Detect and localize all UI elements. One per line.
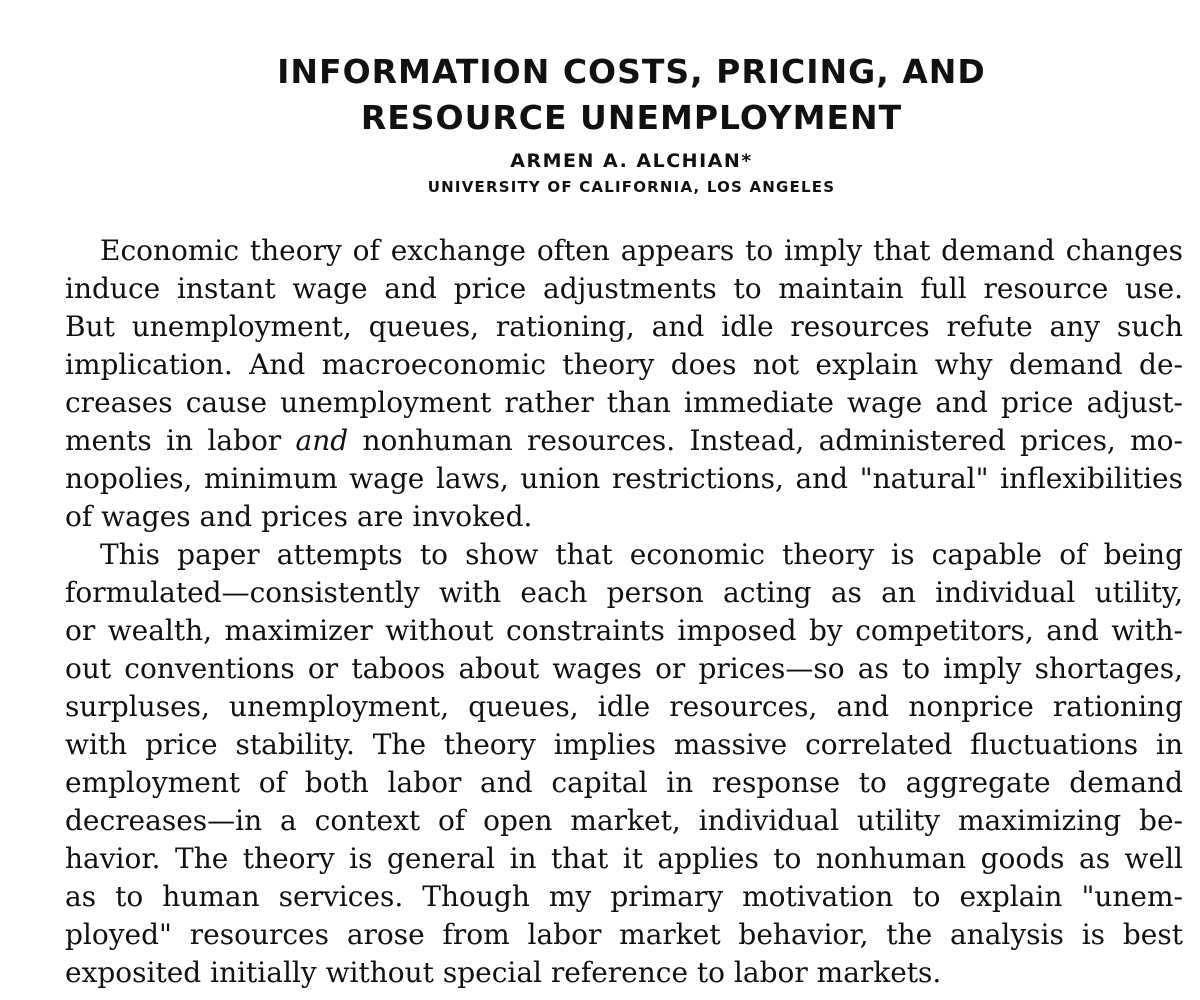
body-line: out conventions or taboos about wages or prices—so as to imply shortages, — [65, 652, 1183, 685]
body-line: employment of both labor and capital in response to aggregate demand — [65, 766, 1183, 799]
body-line: as to human services. Though my primary motivation to explain "unem- — [65, 880, 1183, 913]
body-line: nopolies, minimum wage laws, union restrictions, and "natural" inflexibilities — [65, 462, 1183, 495]
body-line: decreases—in a context of open market, individual utility maximizing be- — [65, 804, 1183, 837]
author-affiliation: UNIVERSITY OF CALIFORNIA, LOS ANGELES — [427, 178, 836, 196]
body-line-with-emphasis — [30, 422, 1183, 460]
paper-title-line-1: INFORMATION COSTS, PRICING, AND — [277, 52, 986, 91]
paragraph-1 — [65, 232, 1183, 536]
body-line: Economic theory of exchange often appears to imply that demand changes — [100, 234, 1183, 267]
body-line: of wages and prices are invoked. — [65, 500, 533, 533]
body-line: with price stability. The theory implies massive correlated fluctuations in — [65, 728, 1183, 761]
body-line: But unemployment, queues, rationing, and idle resources refute any such — [65, 310, 1183, 343]
body-text-fragment: ments in labor — [65, 424, 282, 457]
body-line: exposited initially without special reference to labor markets. — [65, 956, 942, 989]
body-line: implication. And macroeconomic theory does not explain why demand de- — [65, 348, 1183, 381]
body-line: creases cause unemployment rather than immediate wage and price adjust- — [65, 386, 1183, 419]
emphasized-word: and — [295, 424, 349, 457]
paragraph-2 — [65, 536, 1183, 992]
body-line: surpluses, unemployment, queues, idle resources, and nonprice rationing — [65, 690, 1183, 723]
body-line: havior. The theory is general in that it applies to nonhuman goods as well — [65, 842, 1183, 875]
author-name: ARMEN A. ALCHIAN* — [510, 150, 753, 172]
body-line: or wealth, maximizer without constraints imposed by competitors, and with- — [65, 614, 1183, 647]
body-line: ployed" resources arose from labor market behavior, the analysis is best — [65, 918, 1183, 951]
body-line: This paper attempts to show that economic theory is capable of being — [100, 538, 1183, 571]
body-text — [65, 232, 1183, 992]
body-line: formulated—consistently with each person acting as an individual utility, — [65, 576, 1183, 609]
body-text-fragment: nonhuman resources. Instead, administered prices, mo- — [362, 424, 1184, 457]
body-line: induce instant wage and price adjustments to maintain full resource use. — [65, 272, 1183, 305]
paper-title-line-2: RESOURCE UNEMPLOYMENT — [360, 98, 903, 137]
